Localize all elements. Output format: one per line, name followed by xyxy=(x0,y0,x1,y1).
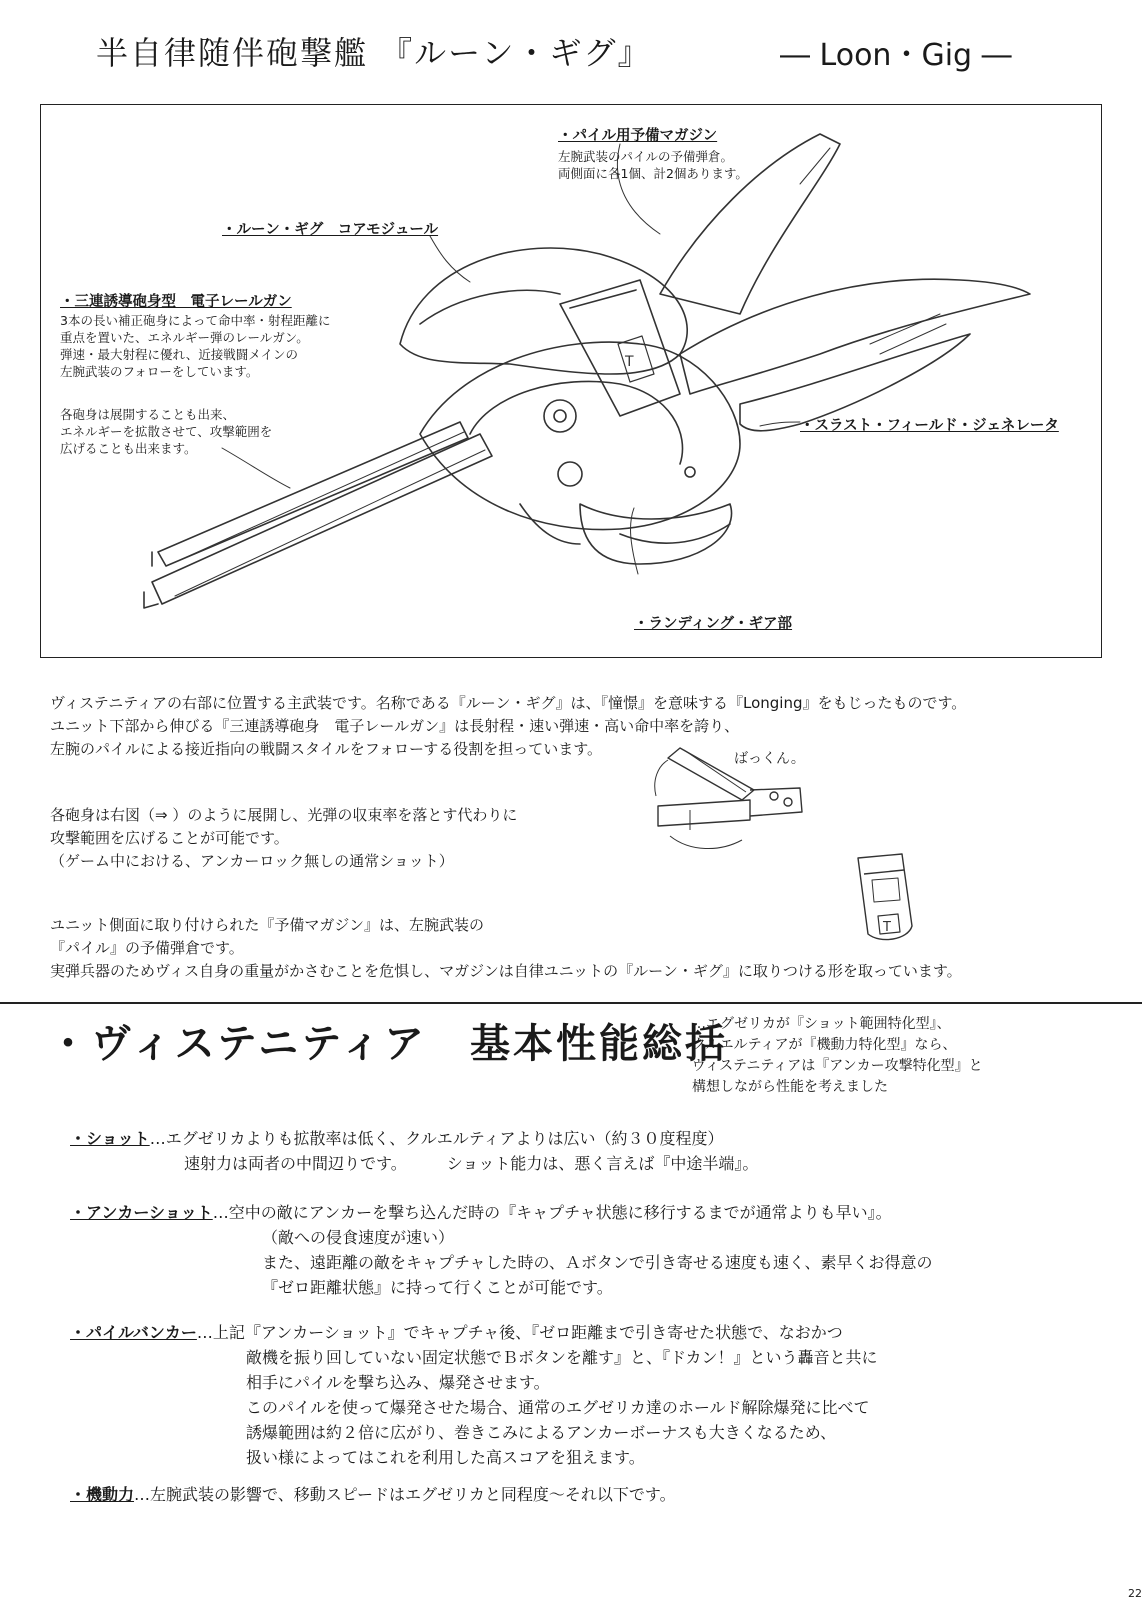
item-pile-bunker-line: 誘爆範囲は約２倍に広がり、巻きこみによるアンカーボーナスも大きくなるため、 xyxy=(246,1423,837,1442)
note-pile-magazine-1: 左腕武装のパイルの予備弾倉。 xyxy=(558,149,734,164)
para1-line2: ユニット下部から伸びる『三連誘導砲身 電子レールガン』は長射程・速い弾速・高い命中率を誇り、 xyxy=(50,717,740,735)
item-anchor-shot xyxy=(70,1200,892,1225)
page-title-english: ― Loon・Gig ― xyxy=(780,38,1012,73)
note-railgun-1: 3本の長い補正砲身によって命中率・射程距離に xyxy=(60,313,331,328)
para2-line2: 攻撃範囲を広げることが可能です。 xyxy=(50,829,289,847)
item-pile-bunker xyxy=(70,1320,843,1345)
note-barrel-3: 広げることも出来ます。 xyxy=(60,441,197,456)
item-mobility xyxy=(70,1482,676,1507)
item-pile-bunker-line: 扱い様によってはこれを利用した高スコアを狙えます。 xyxy=(246,1448,645,1467)
label-railgun: ・三連誘導砲身型 電子レールガン xyxy=(60,294,292,310)
para2-line1: 各砲身は右図（⇒ ）のように展開し、光弾の収束率を落とす代わりに xyxy=(50,806,518,824)
item-mobility-line: …左腕武装の影響で、移動スピードはエグゼリカと同程度～それ以下です。 xyxy=(134,1485,676,1504)
item-anchor-shot-line: 『ゼロ距離状態』に持って行くことが可能です。 xyxy=(262,1278,613,1297)
barrel-spread-sketch xyxy=(650,740,820,870)
item-anchor-shot-label: ・アンカーショット xyxy=(70,1203,213,1222)
para3-line3: 実弾兵器のためヴィス自身の重量がかさむことを危惧し、マガジンは自律ユニットの『ルーン・ギグ』に取りつける形を取っています。 xyxy=(50,962,962,980)
section-divider xyxy=(0,1002,1142,1004)
magazine-sketch xyxy=(850,850,930,950)
section-note xyxy=(692,1014,983,1098)
item-pile-bunker-line: 相手にパイルを撃ち込み、爆発させます。 xyxy=(246,1373,550,1392)
section-note-line: ヴィステニティアは『アンカー攻撃特化型』と xyxy=(692,1058,983,1074)
label-thrust-generator: ・スラスト・フィールド・ジェネレータ xyxy=(800,418,1059,434)
section-title: ・ヴィステニティア 基本性能総括 xyxy=(48,1021,728,1067)
note-pile-magazine-2: 両側面に各1個、計2個あります。 xyxy=(558,166,748,181)
item-pile-bunker-label: ・パイルバンカー xyxy=(70,1323,197,1342)
item-pile-bunker-line: このパイルを使って爆発させた場合、通常のエグゼリカ達のホールド解除爆発に比べて xyxy=(246,1398,870,1417)
item-anchor-shot-line: …空中の敵にアンカーを撃ち込んだ時の『キャプチャ状態に移行するまでが通常よりも早い』。 xyxy=(212,1203,892,1222)
label-landing-gear: ・ランディング・ギア部 xyxy=(634,616,793,632)
section-note-line: …エグゼリカが『ショット範囲特化型』、 xyxy=(692,1016,951,1032)
item-pile-bunker-line: …上記『アンカーショット』でキャプチャ後、『ゼロ距離まで引き寄せた状態で、なおかつ xyxy=(196,1323,843,1342)
para1-line1: ヴィステニティアの右部に位置する主武装です。名称である『ルーン・ギグ』は、『憧憬』を意味する『Longing』をもじったものです。 xyxy=(50,694,967,712)
sketch-caption: ばっくん。 xyxy=(734,751,805,767)
note-barrel-1: 各砲身は展開することも出来、 xyxy=(60,407,236,422)
note-railgun-3: 弾速・最大射程に優れ、近接戦闘メインの xyxy=(60,347,299,362)
item-anchor-shot-line: （敵への侵食速度が速い） xyxy=(262,1228,455,1247)
para2-line3: （ゲーム中における、アンカーロック無しの通常ショット） xyxy=(50,852,454,870)
item-shot-line: 速射力は両者の中間辺りです。 ショット能力は、悪く言えば『中途半端』。 xyxy=(184,1154,759,1173)
section-note-line: クルエルティアが『機動力特化型』なら、 xyxy=(692,1037,957,1053)
section-note-line: 構想しながら性能を考えました xyxy=(692,1079,888,1095)
svg-text:T: T xyxy=(625,354,634,370)
note-railgun-2: 重点を置いた、エネルギー弾のレールガン。 xyxy=(60,330,309,345)
label-core-module: ・ルーン・ギグ コアモジュール xyxy=(222,222,439,238)
para1-line3: 左腕のパイルによる接近指向の戦闘スタイルをフォローする役割を担っています。 xyxy=(50,740,603,758)
page-title: 半自律随伴砲撃艦 『ルーン・ギグ』 xyxy=(96,34,652,72)
page-number: 22 xyxy=(1128,1587,1142,1600)
item-shot-line: …エグゼリカよりも拡散率は低く、クルエルティアよりは広い（約３０度程度） xyxy=(149,1129,724,1148)
note-barrel-2: エネルギーを拡散させて、攻撃範囲を xyxy=(60,424,273,439)
item-pile-bunker-line: 敵機を振り回していない固定状態でＢボタンを離す』と、『ドカン！』という轟音と共に xyxy=(246,1348,878,1367)
para3-line1: ユニット側面に取り付けられた『予備マガジン』は、左腕武装の xyxy=(50,916,485,934)
note-railgun-4: 左腕武装のフォローをしています。 xyxy=(60,364,259,379)
item-shot-label: ・ショット xyxy=(70,1129,150,1148)
svg-text:T: T xyxy=(883,920,891,935)
item-shot xyxy=(70,1126,723,1151)
label-pile-magazine: ・パイル用予備マガジン xyxy=(558,128,718,144)
item-anchor-shot-line: また、遠距離の敵をキャプチャした時の、Ａボタンで引き寄せる速度も速く、素早くお得意の xyxy=(262,1253,933,1272)
item-mobility-label: ・機動力 xyxy=(70,1485,135,1504)
loon-gig-sketch xyxy=(40,104,1102,658)
para3-line2: 『パイル』の予備弾倉です。 xyxy=(50,939,244,957)
